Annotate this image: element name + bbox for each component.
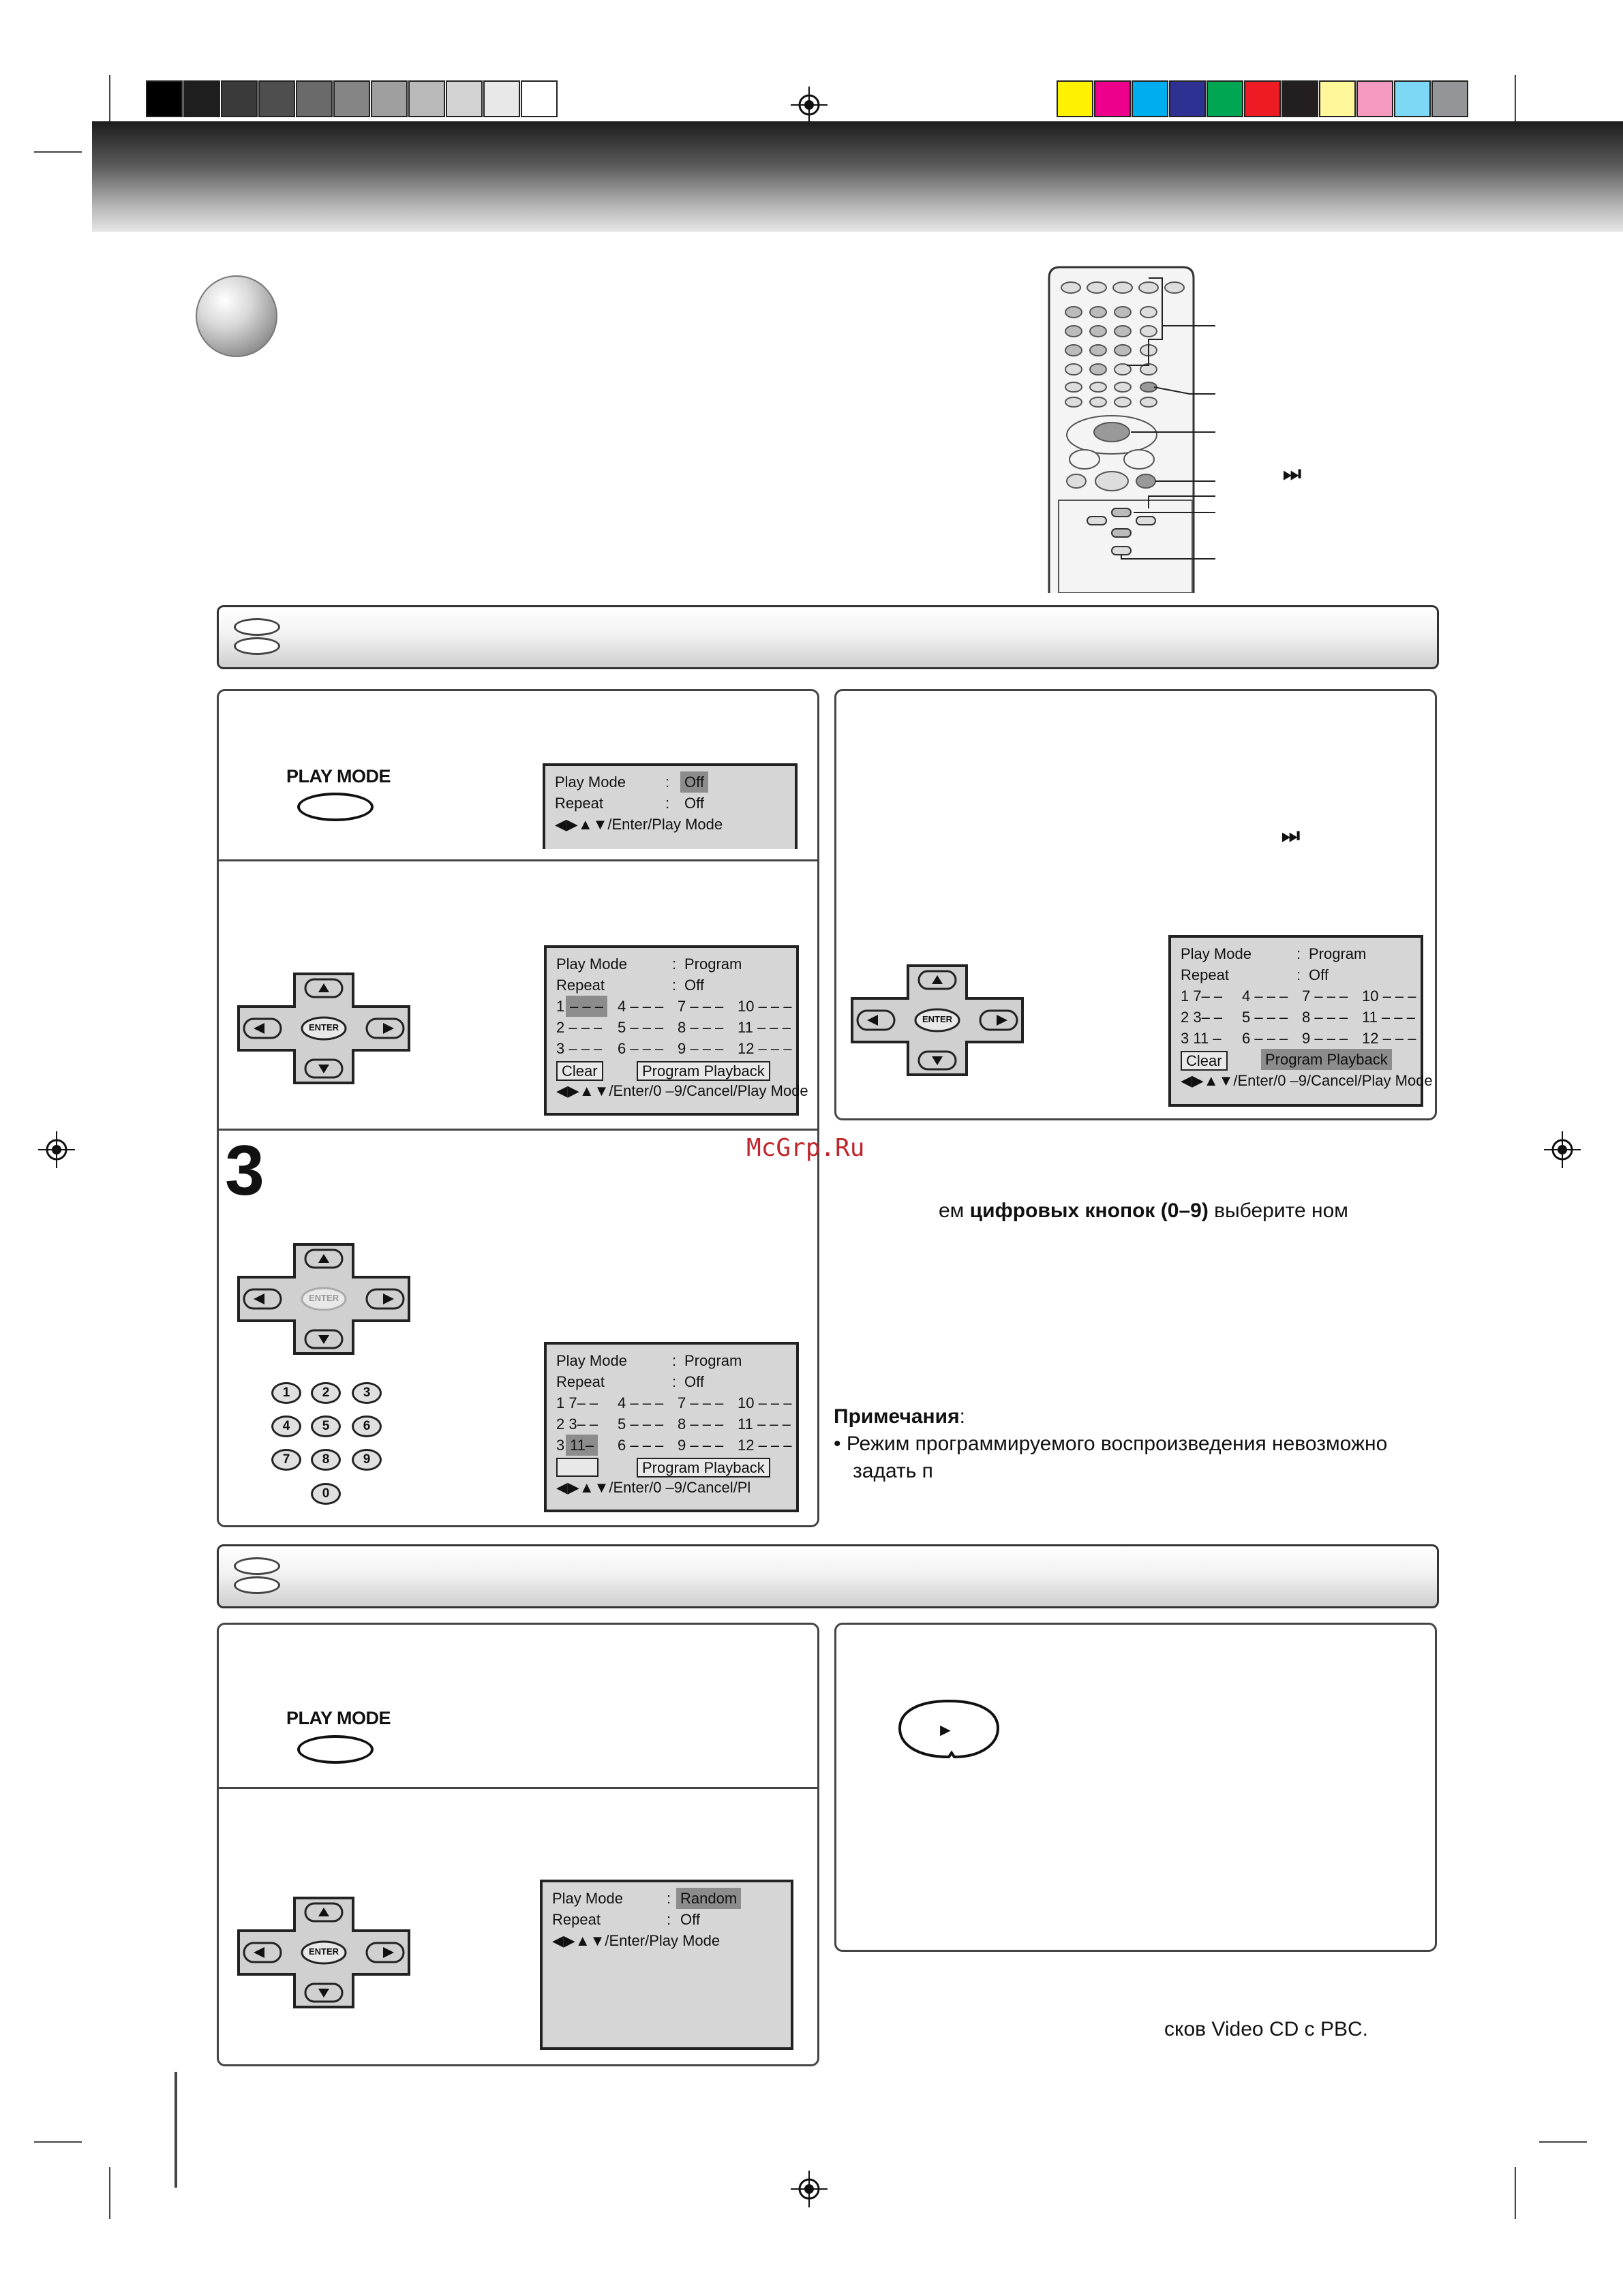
footer-note: сков Video CD с PBC. [1164, 2018, 1368, 2040]
number-key[interactable]: 6 [352, 1415, 382, 1437]
color-swatch [1281, 80, 1318, 117]
section-header-program [217, 605, 1439, 669]
header-band [92, 121, 1623, 232]
play-mode-button[interactable] [297, 793, 374, 821]
number-key[interactable]: 1 [271, 1382, 301, 1404]
osd-screen-random: Play Mode : Random Repeat : Off ◀▶▲▼/Enter/Play Mode [540, 1880, 793, 2050]
disc-icon [234, 637, 280, 655]
gray-swatch [183, 80, 220, 117]
gray-swatch [521, 80, 558, 117]
step-divider [218, 1129, 818, 1131]
step-divider [218, 859, 818, 861]
step-divider [218, 1787, 818, 1789]
play-icon: ► [937, 1719, 954, 1740]
number-key[interactable]: 9 [352, 1449, 382, 1471]
section-header-random [217, 1544, 1439, 1608]
color-swatch [1207, 80, 1243, 117]
steps-panel-right-random [834, 1623, 1437, 1952]
instruction-digits: ем цифровых кнопок (0–9) выберите ном [939, 1199, 1348, 1222]
osd-screen-off: Play Mode : Off Repeat : Off ◀▶▲▼/Enter/Play Mode [543, 763, 798, 849]
page-edge-bar [175, 2072, 177, 2188]
number-key[interactable]: 2 [311, 1382, 341, 1404]
gray-swatch [296, 80, 333, 117]
number-key[interactable]: 3 [352, 1382, 382, 1404]
enter-button-label: ENTER [308, 1293, 339, 1303]
enter-button-label: ENTER [308, 1022, 339, 1032]
number-key[interactable]: 4 [271, 1415, 301, 1437]
note-line: задать п [853, 1460, 933, 1482]
registration-mark-icon [1544, 1131, 1581, 1168]
play-mode-button-label: PLAY MODE [286, 1708, 391, 1728]
color-swatch [1244, 80, 1281, 117]
registration-mark-icon [791, 2171, 828, 2207]
gray-swatch [221, 80, 258, 117]
skip-forward-icon: ⏭ [1281, 825, 1300, 847]
watermark: McGrp.Ru [746, 1134, 865, 1162]
color-swatch [1057, 80, 1093, 117]
number-key[interactable]: 8 [311, 1449, 341, 1471]
crop-mark [109, 75, 110, 127]
osd-nav-hint: ◀▶▲▼/Enter/Play Mode [555, 816, 723, 833]
disc-icon [234, 1557, 280, 1575]
osd-label: Play Mode [555, 774, 626, 791]
color-swatch [1132, 80, 1168, 117]
crop-mark [1539, 2141, 1587, 2143]
number-key[interactable]: 5 [311, 1415, 341, 1437]
osd-screen-program-entering: Play Mode : Program Repeat : Off 1 7– – 4 – – – 7 – – – 10 – – – 2 3– – 5 – – – 8 – – – 11 – – – 3 11– 6 – – – 9 – – – 12 – – – Program Playback ◀▶▲▼/Enter/0 –9/Cancel/Pl [544, 1342, 799, 1512]
note-line: • Режим программируемого воспроизведения невозможно [834, 1433, 1388, 1455]
remote-control-illustration [1046, 264, 1237, 593]
step-number: 3 [225, 1131, 264, 1210]
color-swatch [1394, 80, 1431, 117]
disc-icon [234, 618, 280, 636]
osd-screen-program-empty: Play Mode : Program Repeat : Off 1 – – – 4 – – – 7 – – – 10 – – – 2 – – – 5 – – – 8 – – – 11 – – – 3 – – – 6 – – – 9 – – – 12 – – – Clear Program Playback ◀▶▲▼/Enter/0 –9/Cancel/Play Mode [544, 945, 799, 1116]
number-key[interactable]: 0 [311, 1483, 341, 1505]
gray-swatch [371, 80, 408, 117]
osd-screen-program-filled: Play Mode : Program Repeat : Off 1 7– – 4 – – – 7 – – – 10 – – – 2 3– – 5 – – – 8 – – – 11 – – – 3 11 – 6 – – – 9 – – – 12 – – – Clear Program Playback ◀▶▲▼/Enter/0 –9/Cancel/Play Mode [1168, 935, 1423, 1107]
crop-mark [1515, 2167, 1516, 2219]
play-mode-button[interactable] [297, 1735, 374, 1764]
osd-program-playback: Program Playback [637, 1061, 770, 1081]
crop-mark [34, 151, 82, 153]
registration-mark-icon [791, 87, 828, 123]
number-key[interactable]: 7 [271, 1449, 301, 1471]
skip-forward-icon: ⏭ [1283, 463, 1301, 485]
gray-swatch [146, 80, 183, 117]
crop-mark [109, 2167, 110, 2219]
enter-button-label: ENTER [308, 1946, 339, 1957]
crop-mark [1515, 75, 1516, 127]
gray-swatch [258, 80, 295, 117]
color-swatch [1356, 80, 1393, 117]
color-swatch [1431, 80, 1468, 117]
registration-mark-icon [38, 1131, 75, 1168]
color-swatch [1094, 80, 1131, 117]
color-swatch [1319, 80, 1356, 117]
enter-button-label: ENTER [922, 1014, 953, 1024]
crop-mark [34, 2141, 82, 2143]
disc-icon [234, 1576, 280, 1594]
gray-swatch [408, 80, 445, 117]
section-bullet-icon [196, 275, 277, 357]
gray-swatch [333, 80, 370, 117]
notes-title: Примечания: [834, 1405, 965, 1428]
osd-clear: Clear [556, 1061, 603, 1081]
osd-value: Off [680, 771, 708, 793]
gray-swatch [483, 80, 520, 117]
gray-swatch [446, 80, 483, 117]
color-swatch [1169, 80, 1206, 117]
play-mode-button-label: PLAY MODE [286, 766, 391, 786]
